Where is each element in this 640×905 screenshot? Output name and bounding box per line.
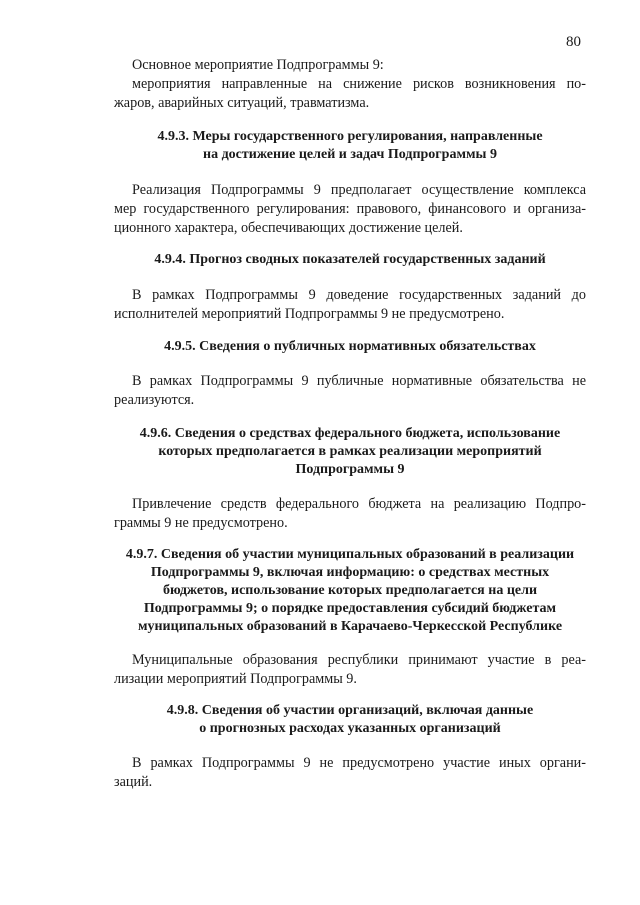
para-4-9-3-line-1: Реализация Подпрограммы 9 предполагает осуществление комплекса: [132, 182, 586, 198]
heading-4-9-7-line-4: Подпрограммы 9; о порядке предоставления субсидий бюджетам: [143, 601, 557, 616]
heading-4-9-3: [100, 128, 600, 164]
para-4-9-8-line-2: заций.: [114, 774, 153, 790]
heading-4-9-7-line-3: бюджетов, использование которых предполагается на цели: [162, 583, 538, 598]
heading-4-9-6: [100, 425, 600, 479]
intro-paragraph: [114, 56, 586, 113]
para-4-9-8-line-1: В рамках Подпрограммы 9 не предусмотрено участие иных органи-: [132, 755, 586, 771]
heading-4-9-8: [100, 702, 600, 738]
paragraph-4-9-6: [114, 495, 586, 533]
heading-4-9-5-line-1: 4.9.5. Сведения о публичных нормативных обязательствах: [164, 339, 536, 354]
para-4-9-3-line-3: ционного характера, обеспечивающих достижение целей.: [114, 220, 463, 236]
heading-4-9-7-line-2: Подпрограммы 9, включая информацию: о средствах местных: [150, 565, 550, 580]
heading-4-9-7: [100, 546, 600, 636]
para-4-9-3-line-2: мер государственного регулирования: правового, финансового и организа-: [114, 201, 586, 217]
paragraph-4-9-7: [114, 651, 586, 689]
heading-4-9-3-line-2: на достижение целей и задач Подпрограммы 9: [203, 147, 497, 162]
para-4-9-7-line-2: лизации мероприятий Подпрограммы 9.: [114, 671, 357, 687]
para-4-9-5-line-2: реализуются.: [114, 392, 195, 408]
para-4-9-5-line-1: В рамках Подпрограммы 9 публичные нормативные обязательства не: [132, 373, 586, 389]
heading-4-9-7-line-1: 4.9.7. Сведения об участии муниципальных образований в реализации: [125, 547, 575, 562]
heading-4-9-3-line-1: 4.9.3. Меры государственного регулирования, направленные: [157, 129, 543, 144]
heading-4-9-8-line-1: 4.9.8. Сведения об участии организаций, включая данные: [166, 703, 534, 718]
paragraph-4-9-4: [114, 286, 586, 324]
para-4-9-7-line-1: Муниципальные образования республики принимают участие в реа-: [132, 652, 586, 668]
heading-4-9-6-line-3: Подпрограммы 9: [295, 462, 405, 477]
para-4-9-4-line-1: В рамках Подпрограммы 9 доведение государственных заданий до: [132, 287, 586, 303]
heading-4-9-6-line-2: которых предполагается в рамках реализации мероприятий: [158, 444, 542, 459]
intro-line-2: мероприятия направленные на снижение рисков возникновения по-: [132, 76, 586, 92]
heading-4-9-4-line-1: 4.9.4. Прогноз сводных показателей государственных заданий: [154, 252, 546, 267]
heading-4-9-5: [100, 338, 600, 356]
page-number: 80: [566, 34, 581, 50]
para-4-9-6-line-1: Привлечение средств федерального бюджета на реализацию Подпро-: [132, 496, 586, 512]
heading-4-9-6-line-1: 4.9.6. Сведения о средствах федерального бюджета, использование: [139, 426, 561, 441]
paragraph-4-9-8: [114, 754, 586, 792]
heading-4-9-4: [100, 251, 600, 269]
heading-4-9-8-line-2: о прогнозных расходах указанных организаций: [199, 721, 501, 736]
para-4-9-4-line-2: исполнителей мероприятий Подпрограммы 9 не предусмотрено.: [114, 306, 505, 322]
paragraph-4-9-3: [114, 181, 586, 238]
paragraph-4-9-5: [114, 372, 586, 410]
intro-line-1: Основное мероприятие Подпрограммы 9:: [132, 57, 384, 73]
para-4-9-6-line-2: граммы 9 не предусмотрено.: [114, 515, 288, 531]
heading-4-9-7-line-5: муниципальных образований в Карачаево-Черкесской Республике: [137, 619, 563, 634]
intro-line-3: жаров, аварийных ситуаций, травматизма.: [114, 95, 370, 111]
